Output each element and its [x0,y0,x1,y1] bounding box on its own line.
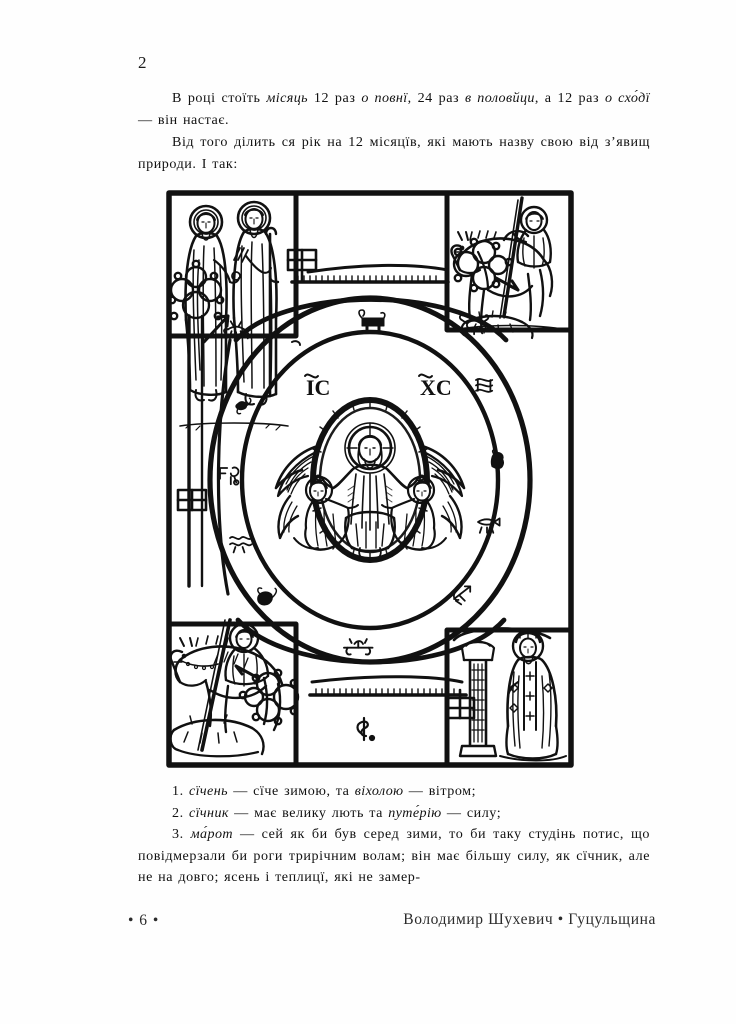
p1-italic-o-povni: о повнї [361,90,408,106]
month-item-3 [138,824,650,889]
p1-italic-v-polovytsi: в половйци [465,90,535,106]
p1-seg-d: , а 12 раз [534,90,605,106]
paragraph-1 [138,88,650,131]
item1-seg-a: — сїче зимою, та [227,783,355,799]
item1-italic-sichen: сїчень [188,783,228,799]
item3-number: 3. [172,826,191,842]
p1-seg-a: В році стоїть [172,90,267,106]
item3-seg-a: — сей як би був серед зими, то би таку студінь потис, що повідмерзали би роги трирічним волам; він має більшу силу, як сїчник, але не на довго; ясень і теплицї, які не замер- [138,826,650,885]
woodcut-illustration [166,190,574,768]
item1-number: 1. [172,783,189,799]
p1-italic-o-skhodi: о схо́дї [604,90,650,106]
label-ic: IC [306,375,331,400]
page-number-bottom: • 6 • [128,912,160,929]
page-footer [128,912,656,936]
item2-number: 2. [172,804,189,821]
item1-italic-vikholoyu: віхолою [354,783,404,799]
item2-italic-puteriyu: путе́рію [388,804,442,821]
item2-seg-a: — має велику лють та [228,804,389,821]
item2-italic-sichnyk: сїчник [188,804,229,821]
book-attribution: Володимир Шухевич • Гуцульщина [403,911,656,928]
item1-seg-b: — вітром; [403,783,477,799]
month-item-1 [138,781,650,803]
paragraph-2: Від того ділить ся рік на 12 місяцїв, які мають назву свою від з’явищ природи. І так: [138,134,650,172]
p1-seg-b: 12 раз [307,90,362,106]
month-item-2 [138,803,650,825]
p1-seg-c: , 24 раз [407,90,466,106]
label-xc: XC [420,375,452,400]
item2-seg-b: — силу; [441,804,502,821]
p1-italic-misyats: місяць [266,90,308,106]
item3-italic-marot: ма́рот [190,826,233,842]
body-text-lower [138,781,650,889]
body-text-top [138,88,650,175]
page-number-top: 2 [138,53,147,72]
p1-seg-e: — він настає. [138,111,230,128]
